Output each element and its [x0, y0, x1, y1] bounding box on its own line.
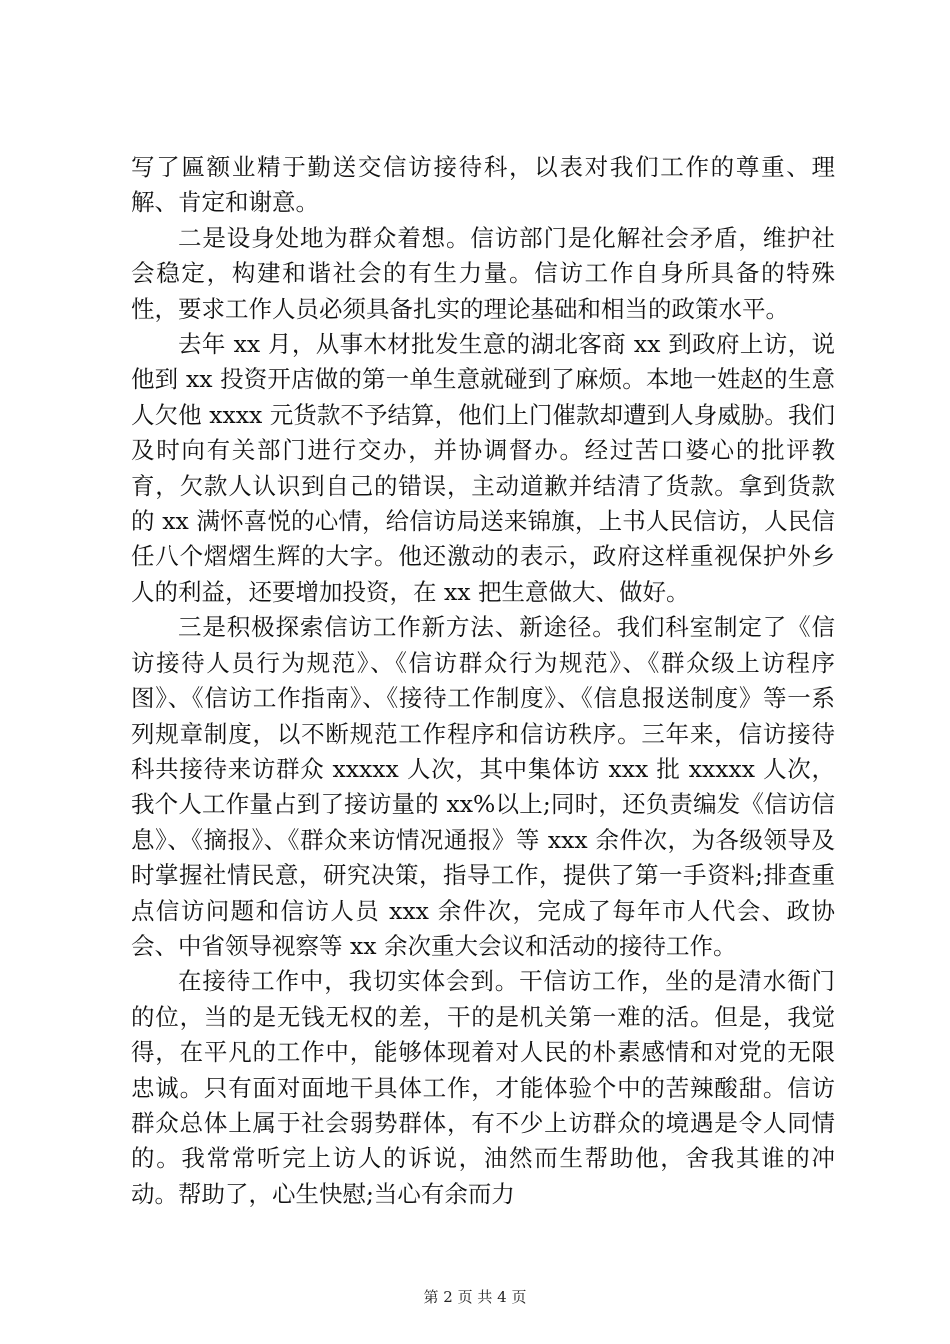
paragraph-3: 去年 xx 月，从事木材批发生意的湖北客商 xx 到政府上访，说他到 xx 投资开店做的第一单生意就碰到了麻烦。本地一姓赵的生意人欠他 xxxx 元货款不予结算，他们上门催款却遭到人身威胁。我们及时向有关部门进行交办，并协调督办。经过苦口婆心的批评教育，欠款人认识到自己的错误，主动道歉并结清了货款。拿到货款的 xx 满怀喜悦的心情，给信访局送来锦旗，上书人民信访，人民信任八个熠熠生辉的大字。他还激动的表示，政府这样重视保护外乡人的利益，还要增加投资，在 xx 把生意做大、做好。	[131, 330, 835, 606]
paragraph-5: 在接待工作中，我切实体会到。干信访工作，坐的是清水衙门的位，当的是无钱无权的差，干的是机关第一难的活。但是，我觉得，在平凡的工作中，能够体现着对人民的朴素感情和对党的无限忠诚。只有面对面地干具体工作，才能体验个中的苦辣酸甜。信访群众总体上属于社会弱势群体，有不少上访群众的境遇是令人同情的。我常常听完上访人的诉说，油然而生帮助他，舍我其谁的冲动。帮助了，心生快慰;当心有余而力	[131, 967, 835, 1208]
page-footer: 第 2 页 共 4 页	[423, 1288, 527, 1306]
paragraph-1: 写了匾额业精于勤送交信访接待科，以表对我们工作的尊重、理解、肯定和谢意。	[131, 153, 835, 217]
paragraph-4: 三是积极探索信访工作新方法、新途径。我们科室制定了《信访接待人员行为规范》、《信访群众行为规范》、《群众级上访程序图》、《信访工作指南》、《接待工作制度》、《信息报送制度》等一系列规章制度，以不断规范工作程序和信访秩序。三年来，信访接待科共接待来访群众 xxxxx 人次，其中集体访 xxx 批 xxxxx 人次，我个人工作量占到了接访量的 xx%以上;同时，还负责编发《信访信息》、《摘报》、《群众来访情况通报》等 xxx 余件次，为各级领导及时掌握社情民意，研究决策，指导工作，提供了第一手资料;排查重点信访问题和信访人员 xxx 余件次，完成了每年市人代会、政协会、中省领导视察等 xx 余次重大会议和活动的接待工作。	[131, 613, 835, 960]
document-body	[131, 150, 835, 1212]
paragraph-2: 二是设身处地为群众着想。信访部门是化解社会矛盾，维护社会稳定，构建和谐社会的有生力量。信访工作自身所具备的特殊性，要求工作人员必须具备扎实的理论基础和相当的政策水平。	[131, 223, 835, 323]
